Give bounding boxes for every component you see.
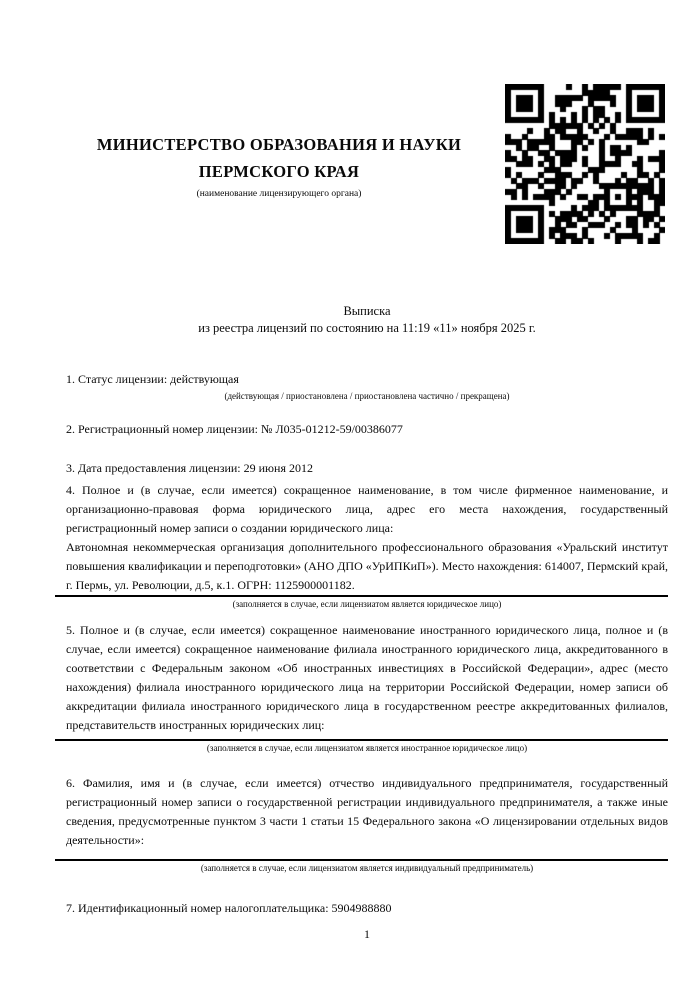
licensing-authority-header [40,131,518,200]
legal-entity-label: 4. Полное и (в случае, если имеется) сокращенное наименование, в том числе фирменное наименование, и организационно-правовая форма юридического лица, адрес его места нахождения, государственный регистрационный номер записи о создании юридического лица: [66,483,668,535]
title-line1: Выписка [343,304,391,318]
item-foreign-entity [66,621,668,755]
qr-code [505,84,665,244]
foreign-entity-caption: (заполняется в случае, если лицензиатом является иностранное юридическое лицо) [206,743,528,753]
license-status-options-caption: (действующая / приостановлена / приостановлена частично / прекращена) [224,391,510,401]
item-taxpayer-number [66,899,668,918]
item-legal-entity [66,481,668,611]
license-status-text: 1. Статус лицензии: действующая [66,372,239,386]
ministry-name-line2: ПЕРМСКОГО КРАЯ [198,162,360,181]
ministry-name-line1: МИНИСТЕРСТВО ОБРАЗОВАНИЯ И НАУКИ [96,135,462,154]
grant-date-text: 3. Дата предоставления лицензии: 29 июня 2012 [66,461,313,475]
legal-entity-caption: (заполняется в случае, если лицензиатом является юридическое лицо) [232,599,502,609]
item-individual-entrepreneur [66,774,668,875]
legal-entity-value: Автономная некоммерческая организация дополнительного профессионального образования «Уральский институт повышения квалификации и переподготовки» (АНО ДПО «УрИПКиП»). Место нахождения: 614007, Пермский край, г. Пермь, ул. Революции, д.5, к.1. ОГРН: 1125900001182. [66,540,668,592]
fill-line [55,595,668,597]
ministry-name-caption: (наименование лицензирующего органа) [196,189,362,199]
individual-entrepreneur-label: 6. Фамилия, имя и (в случае, если имеется) отчество индивидуального предпринимателя, государственный регистрационный номер записи о государственной регистрации индивидуального предпринимателя, а также иные сведения, предусмотренные пунктом 3 части 1 статьи 15 Федерального закона «О лицензировании отдельных видов деятельности»: [66,776,668,847]
item-license-status [66,370,668,403]
individual-entrepreneur-caption: (заполняется в случае, если лицензиатом является индивидуальный предприниматель) [200,863,534,873]
foreign-entity-label: 5. Полное и (в случае, если имеется) сокращенное наименование иностранного юридического лица, полное и (в случае, если имеется) сокращенное наименование филиала иностранного юридического лица, аккредитованного в соответствии с Федеральным законом «Об иностранных инвестициях в Российской Федерации», адрес (место нахождения) филиала иностранного юридического лица на территории Российской Федерации, номер записи об аккредитации филиала иностранного юридического лица в государственном реестре аккредитованных филиалов, представительств иностранных юридических лиц: [66,623,668,732]
item-grant-date [66,459,668,478]
fill-line [55,739,668,741]
taxpayer-number-text: 7. Идентификационный номер налогоплательщика: 5904988880 [66,901,392,915]
page-number: 1 [364,927,370,941]
fill-line [55,859,668,861]
registration-number-text: 2. Регистрационный номер лицензии: № Л035-01212-59/00386077 [66,422,403,436]
title-line2: из реестра лицензий по состоянию на 11:19 «11» ноября 2025 г. [198,320,536,335]
document-title [66,303,668,336]
item-registration-number [66,420,668,439]
